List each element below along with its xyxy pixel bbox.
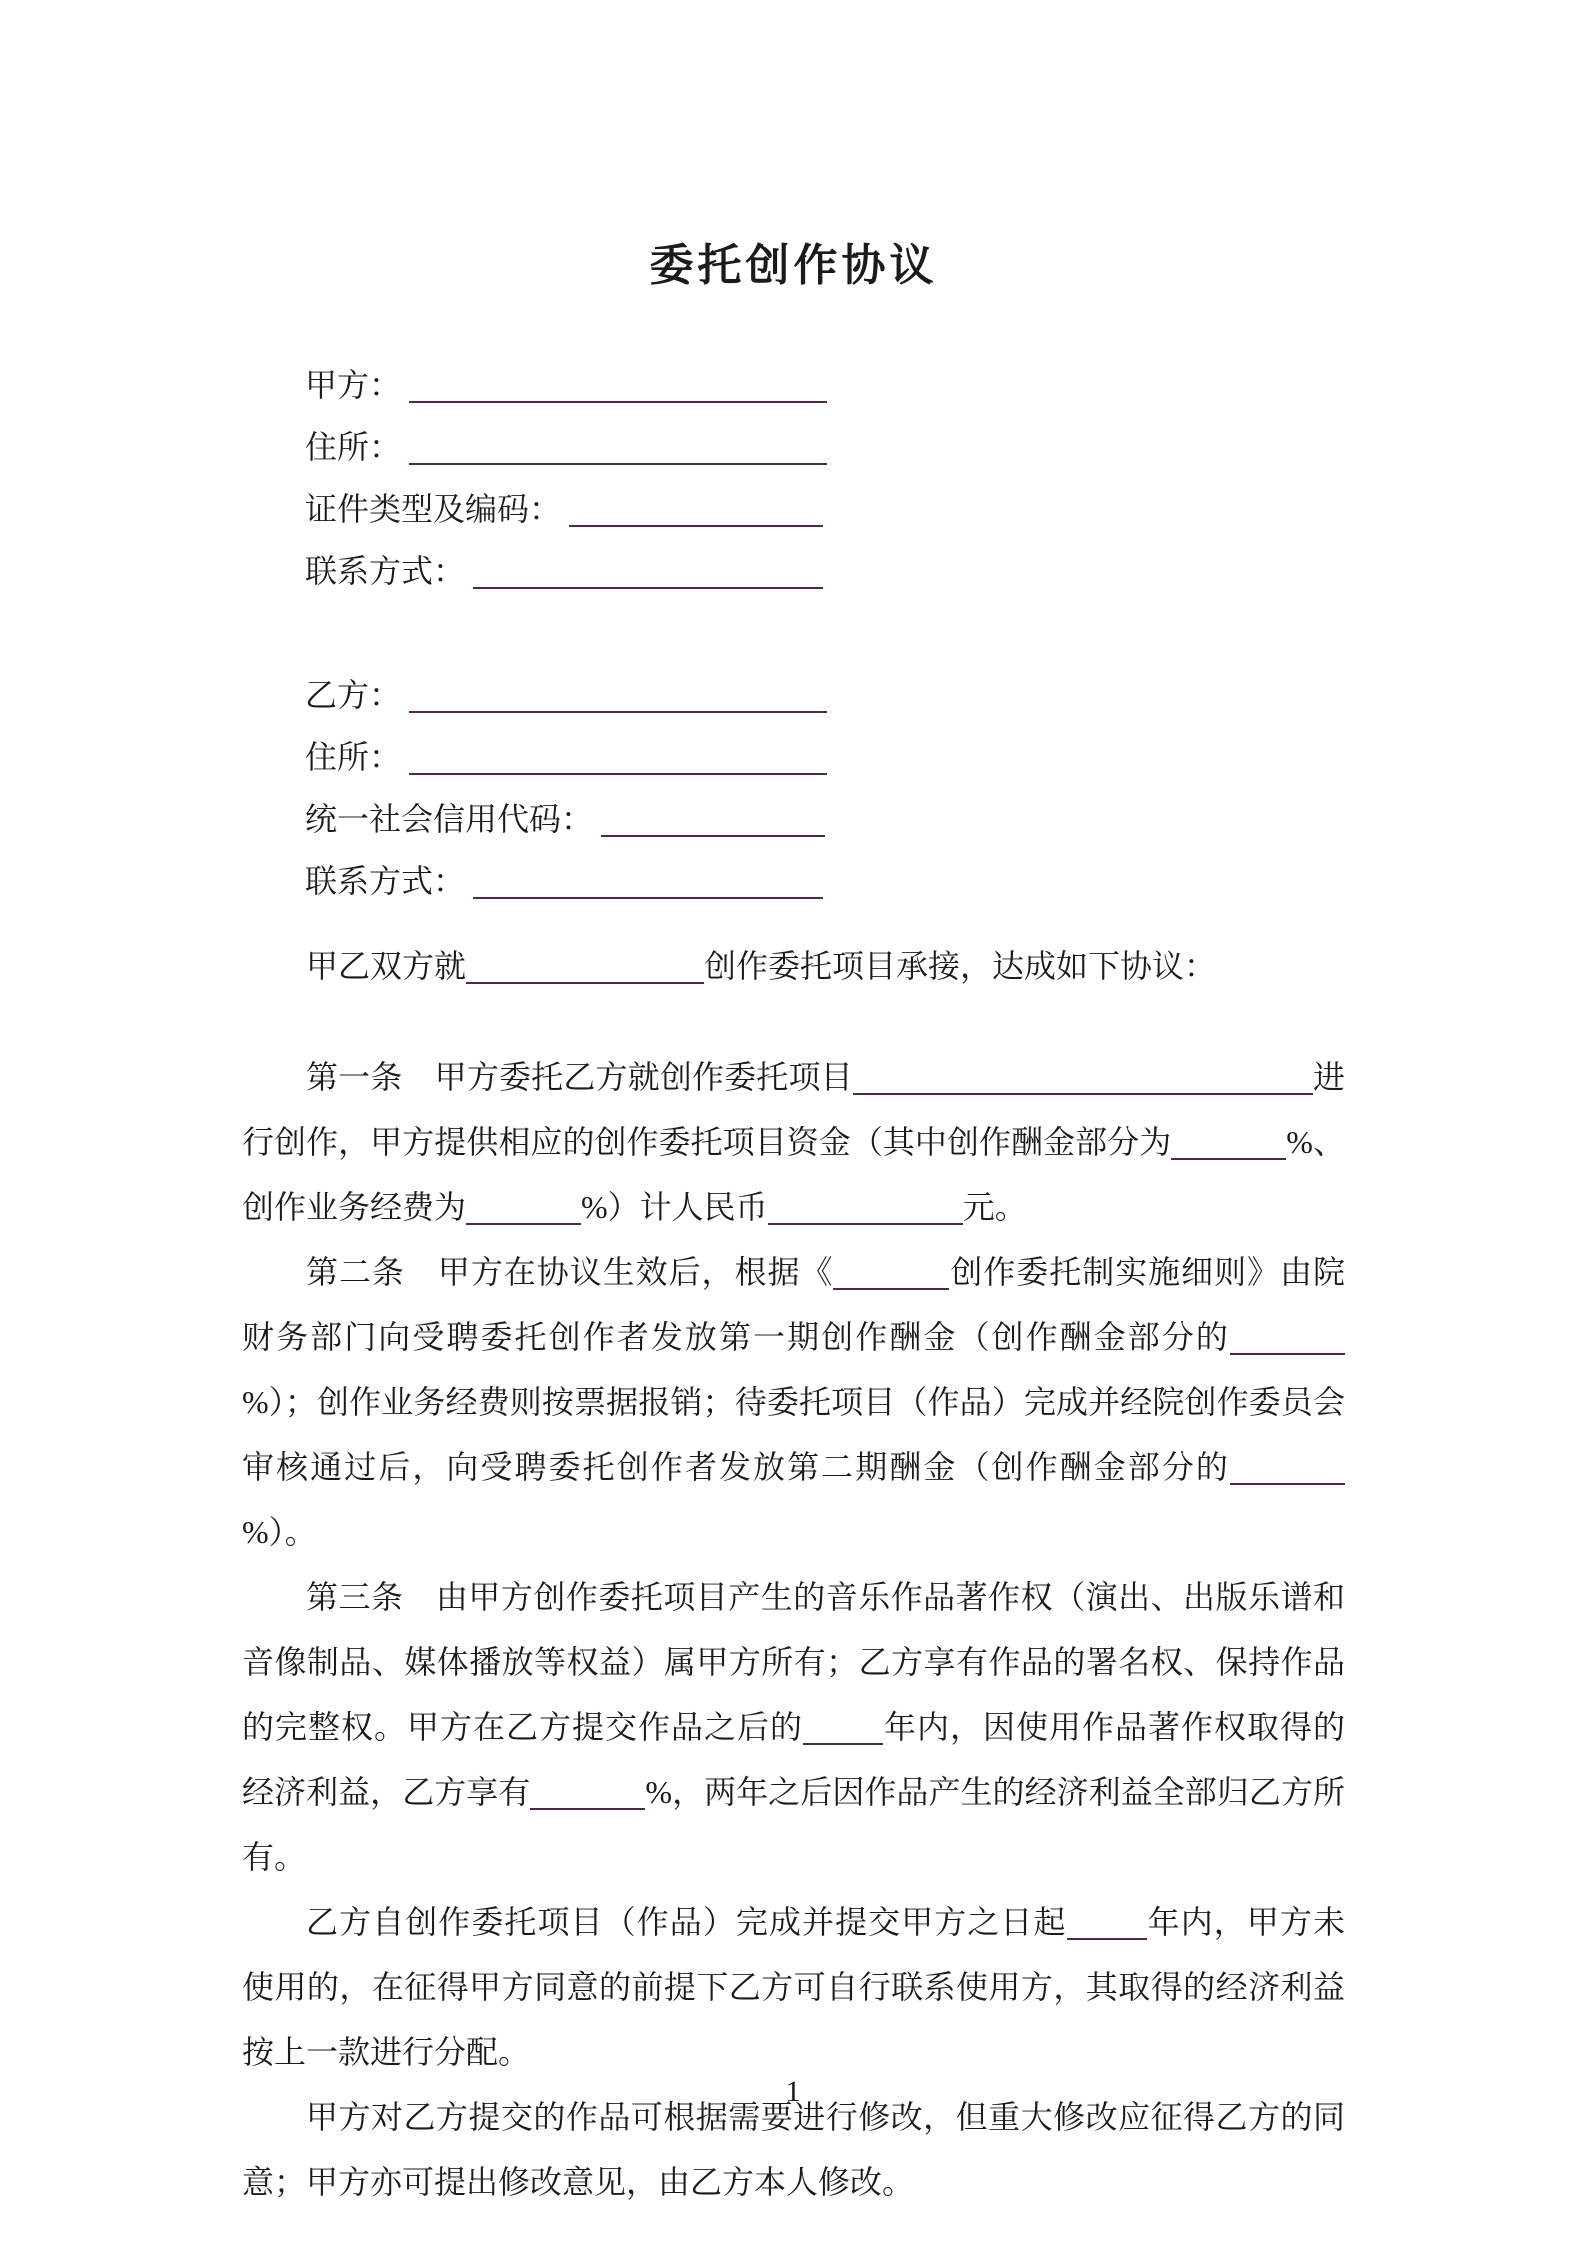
article-2-text: %）；创作业务经费则按票据报销；待委托项目（作品）完成并经院创作委员会审核通过后，向受聘委托创作者发放第二期酬金（创作酬金部分的 [242,1384,1345,1485]
blank-underline [409,429,827,465]
blank-underline [473,553,823,589]
blank-underline [466,1189,581,1225]
field-row [242,540,1345,602]
field-label: 统一社会信用代码： [305,801,594,837]
article-3-text: %，两年之后因作品产生的经济利益全部归乙方所有。 [242,1774,1345,1875]
blank-underline [569,491,823,527]
blank-underline [409,367,827,403]
article-1-text: %、创作业务经费为 [242,1124,1345,1225]
blank-underline [853,1059,1313,1095]
article-2-text: 第二条 甲方在协议生效后，根据《 [306,1254,834,1290]
blank-underline [768,1189,963,1225]
party-b-fields [242,664,1345,912]
article-1-text: 元。 [962,1189,1027,1225]
article-paragraph-3 [242,1565,1345,1890]
article-4-text: 乙方自创作委托项目（作品）完成并提交甲方之日起 [306,1904,1067,1940]
blank-underline [530,1774,645,1810]
page-title: 委托创作协议 [649,241,938,290]
field-row [242,788,1345,850]
article-4-text: 年内，甲方未使用的，在征得甲方同意的前提下乙方可自行联系使用方，其取得的经济利益按上一款进行分配。 [242,1904,1345,2070]
field-label: 联系方式： [305,553,466,589]
article-paragraph-1 [242,1045,1345,1240]
field-label: 甲方： [305,367,402,403]
article-1-text: 第一条 甲方委托乙方就创作委托项目 [306,1059,853,1095]
article-5-text: 甲方对乙方提交的作品可根据需要进行修改，但重大修改应征得乙方的同意；甲方亦可提出修改意见，由乙方本人修改。 [242,2099,1345,2200]
agreement-articles [242,1045,1345,2215]
article-2-text: %）。 [242,1514,317,1550]
field-label: 住所： [305,429,402,465]
field-label: 住所： [305,739,402,775]
article-paragraph-4 [242,1890,1345,2085]
article-3-text: 年内，因使用作品著作权取得的经济利益，乙方享有 [242,1709,1345,1810]
article-1-text: %）计人民币 [581,1189,768,1225]
party-a-fields [242,354,1345,602]
blank-underline [409,677,827,713]
field-label: 联系方式： [305,863,466,899]
blank-underline [601,801,825,837]
blank-underline [1067,1904,1147,1940]
field-row [242,354,1345,416]
blank-underline [1230,1319,1345,1355]
article-paragraph-2 [242,1240,1345,1565]
page-number: 1 [785,2075,801,2108]
article-3-text: 第三条 由甲方创作委托项目产生的音乐作品著作权（演出、出版乐谱和音像制品、媒体播放等权益）属甲方所有；乙方享有作品的署名权、保持作品的完整权。甲方在乙方提交作品之后的 [242,1579,1345,1745]
field-row [242,478,1345,540]
intro-paragraph [242,934,1345,999]
field-row [242,664,1345,726]
field-label: 乙方： [305,677,402,713]
field-label: 证件类型及编码： [305,491,562,527]
blank-underline [473,863,823,899]
field-row [242,850,1345,912]
blank-underline [466,948,704,984]
blank-underline [803,1709,883,1745]
article-1-text: 进行创作，甲方提供相应的创作委托项目资金（其中创作酬金部分为 [242,1059,1345,1160]
field-row [242,416,1345,478]
blank-underline [1230,1449,1345,1485]
field-row [242,726,1345,788]
intro-text: 甲乙双方就 [306,948,467,984]
blank-underline [1171,1124,1286,1160]
intro-text: 创作委托项目承接，达成如下协议： [704,948,1217,984]
blank-underline [409,739,827,775]
article-2-text: 创作委托制实施细则》由院财务部门向受聘委托创作者发放第一期创作酬金（创作酬金部分的 [242,1254,1345,1355]
blank-underline [833,1254,949,1290]
